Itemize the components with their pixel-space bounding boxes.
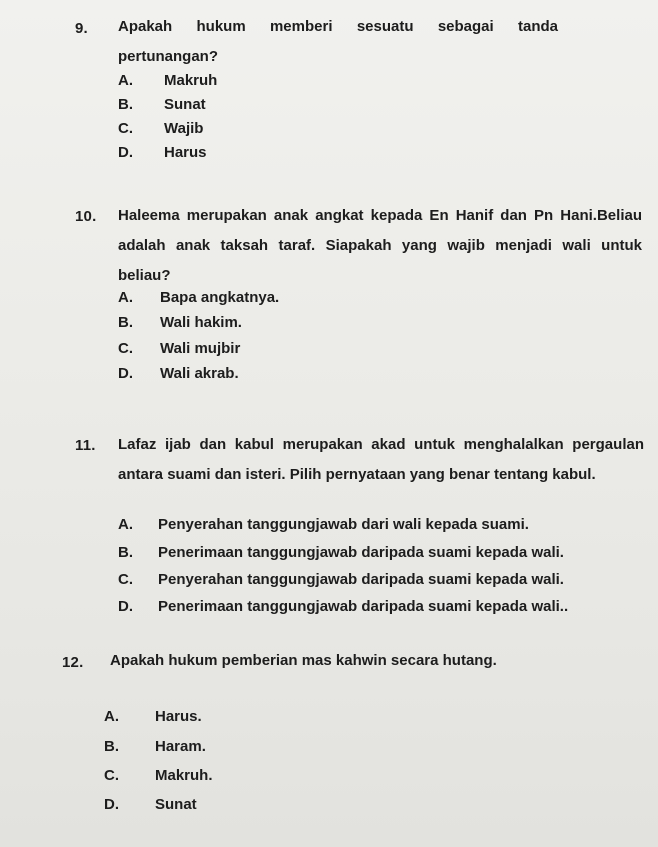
option-letter: B. <box>118 314 133 331</box>
question-text <box>118 12 558 72</box>
option-text: Sunat <box>155 796 197 813</box>
question-number: 9. <box>75 20 88 37</box>
option-letter: A. <box>118 72 133 89</box>
option-b <box>118 314 242 331</box>
option-text: Wali hakim. <box>160 314 242 331</box>
option-letter: B. <box>104 738 119 755</box>
option-d <box>104 796 197 813</box>
option-text: Sunat <box>164 96 206 113</box>
option-text: Penyerahan tanggungjawab dari wali kepada suami. <box>158 516 529 533</box>
question-text <box>110 646 530 676</box>
option-text: Penerimaan tanggungjawab daripada suami kepada wali.. <box>158 598 569 615</box>
option-text: Harus <box>164 144 207 161</box>
option-letter: C. <box>118 340 133 357</box>
option-d <box>118 598 569 615</box>
question-text-line: Apakah hukum pemberian mas kahwin secara hutang. <box>110 652 497 669</box>
option-text: Haram. <box>155 738 206 755</box>
option-a <box>118 72 218 89</box>
question-text-line: Apakah hukum memberi sesuatu sebagai tanda pertunangan? <box>118 18 558 65</box>
option-text: Penyerahan tanggungjawab daripada suami kepada wali. <box>158 571 564 588</box>
question-text <box>118 201 642 291</box>
option-text: Makruh <box>164 72 218 89</box>
question-number: 11. <box>75 437 96 454</box>
option-text: Makruh. <box>155 767 213 784</box>
option-text: Harus. <box>155 708 202 725</box>
option-b <box>104 738 206 755</box>
option-b <box>118 544 564 561</box>
option-letter: C. <box>104 767 119 784</box>
option-c <box>118 340 241 357</box>
option-letter: B. <box>118 96 133 113</box>
option-letter: B. <box>118 544 133 561</box>
question-text <box>118 430 644 490</box>
option-text: Wali akrab. <box>160 365 239 382</box>
option-c <box>104 767 213 784</box>
question-text-line: adalah anak taksah taraf. Siapakah yang wajib menjadi wali untuk beliau? <box>118 237 642 284</box>
option-d <box>118 144 207 161</box>
option-a <box>118 516 529 533</box>
option-letter: C. <box>118 571 133 588</box>
option-a <box>118 289 280 306</box>
question-text-line: Lafaz ijab dan kabul merupakan akad untuk menghalalkan pergaulan <box>118 436 644 453</box>
option-letter: D. <box>118 365 133 382</box>
option-letter: A. <box>104 708 119 725</box>
option-letter: D. <box>118 598 133 615</box>
option-letter: C. <box>118 120 133 137</box>
option-a <box>104 708 202 725</box>
question-number: 12. <box>62 654 84 671</box>
option-text: Wali mujbir <box>160 340 241 357</box>
option-letter: A. <box>118 516 133 533</box>
option-d <box>118 365 239 382</box>
option-c <box>118 120 204 137</box>
question-text-line: Haleema merupakan anak angkat kepada En Hanif dan Pn Hani.Beliau <box>118 207 642 224</box>
option-letter: D. <box>104 796 119 813</box>
option-letter: D. <box>118 144 133 161</box>
question-text-line: antara suami dan isteri. Pilih pernyataan yang benar tentang kabul. <box>118 466 596 483</box>
option-letter: A. <box>118 289 133 306</box>
question-number: 10. <box>75 208 97 225</box>
option-text: Penerimaan tanggungjawab daripada suami kepada wali. <box>158 544 564 561</box>
option-b <box>118 96 206 113</box>
option-text: Wajib <box>164 120 204 137</box>
option-text: Bapa angkatnya. <box>160 289 280 306</box>
option-c <box>118 571 564 588</box>
